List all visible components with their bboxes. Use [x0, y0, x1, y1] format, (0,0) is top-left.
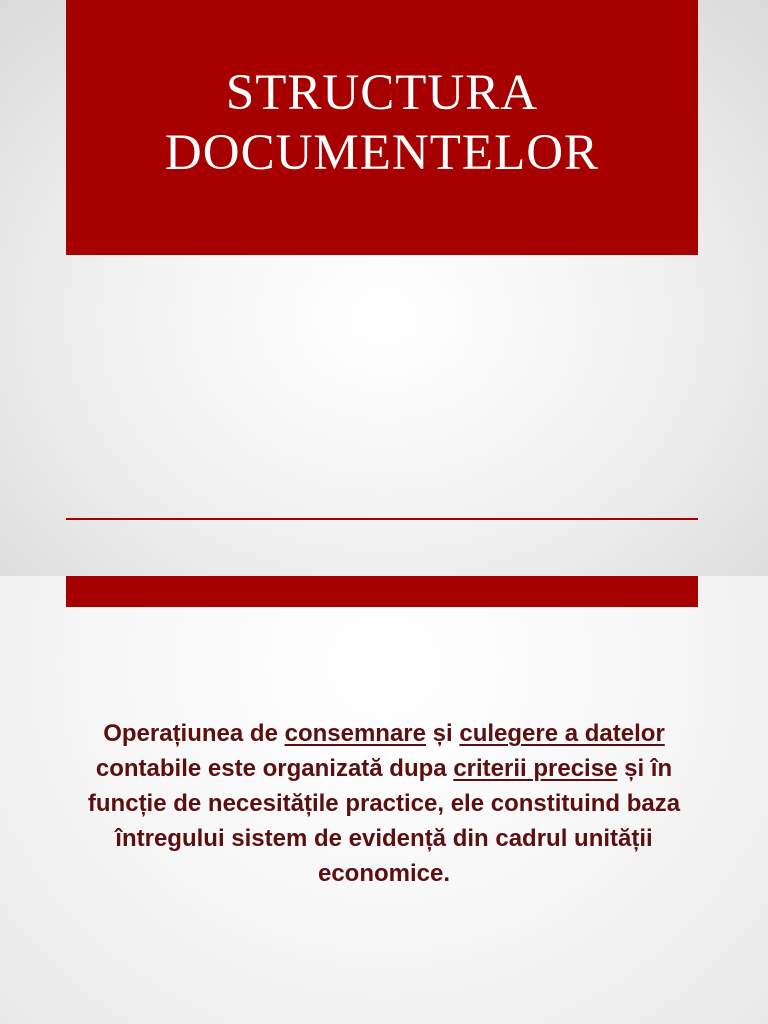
text-run: Operațiunea de: [103, 720, 285, 747]
underlined-term: criterii precise: [453, 755, 618, 782]
top-accent-band: [66, 576, 698, 607]
title-banner: [66, 0, 698, 255]
underlined-term: consemnare: [284, 720, 426, 747]
divider-line: [66, 518, 698, 520]
text-run: contabile este organizată dupa: [95, 755, 454, 782]
title-line-1: STRUCTURA: [225, 64, 539, 121]
slide-title: [165, 63, 599, 183]
text-run: și: [426, 720, 460, 747]
text-run: și în funcție de necesitățile practice, ele constituind baza întregului sistem de evidență din cadrul unității economice.: [87, 755, 681, 887]
body-paragraph: [86, 716, 682, 891]
content-slide: [0, 576, 768, 1024]
underlined-term: culegere a datelor: [459, 720, 665, 747]
title-line-2: DOCUMENTELOR: [164, 124, 600, 181]
